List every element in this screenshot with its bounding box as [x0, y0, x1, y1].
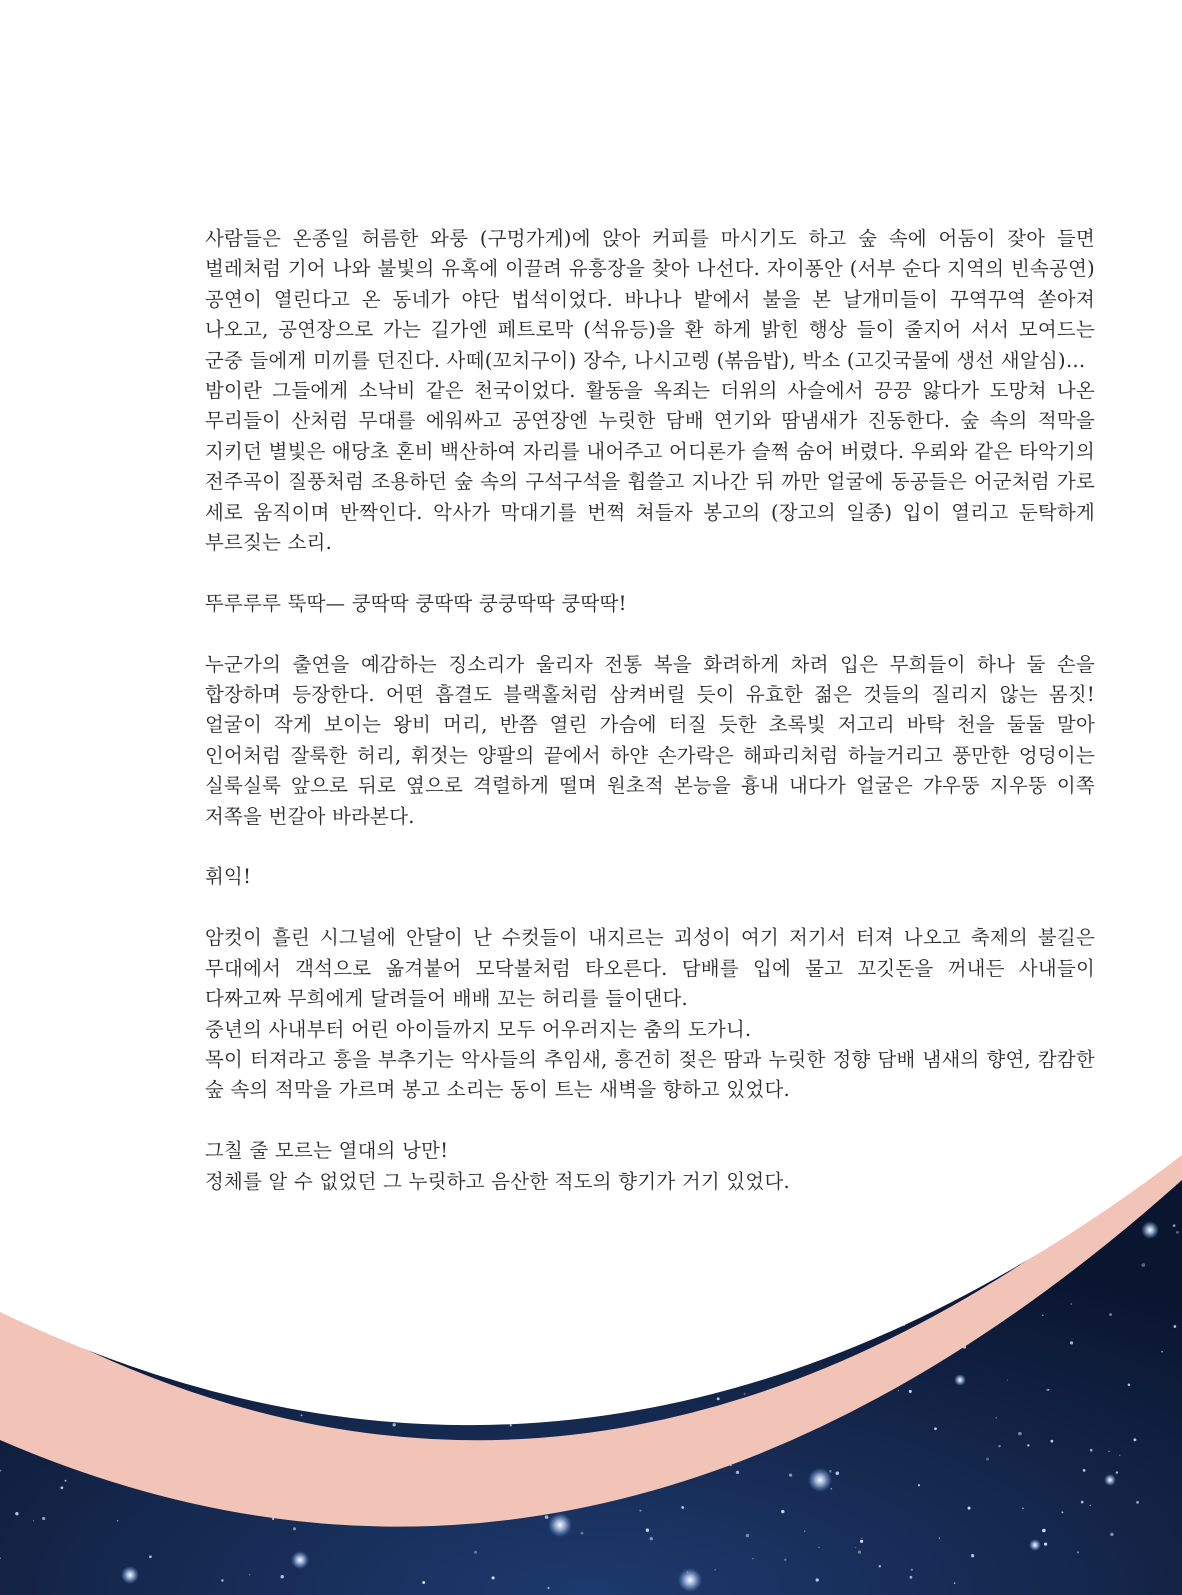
- star: [281, 1575, 284, 1578]
- star: [1109, 1313, 1112, 1316]
- star: [746, 1534, 749, 1537]
- star: [717, 1397, 720, 1400]
- bright-star: [678, 1568, 702, 1592]
- star: [510, 1424, 512, 1426]
- star: [15, 1512, 18, 1515]
- star: [909, 1576, 912, 1579]
- paragraph-gap: [205, 1106, 1095, 1136]
- star: [1161, 1351, 1163, 1353]
- star: [65, 1480, 67, 1482]
- paragraph: 휘익!: [205, 865, 252, 889]
- star: [752, 1558, 753, 1559]
- star: [879, 1565, 881, 1567]
- star: [898, 1390, 899, 1391]
- star: [918, 1484, 920, 1486]
- star: [33, 1520, 34, 1521]
- star: [954, 1582, 955, 1583]
- paragraph: 뚜루루루 뚝딱— 쿵딱딱 쿵딱딱 쿵쿵딱딱 쿵딱딱!: [205, 591, 627, 615]
- star: [1090, 1449, 1093, 1452]
- star: [547, 1587, 549, 1589]
- star: [149, 1555, 152, 1558]
- paragraph: 누군가의 출연을 예감하는 징소리가 울리자 전통 복을 화려하게 차려 입은 무희들이 하나 둘 손을 합장하며 등장한다. 어떤 흡결도 블랙홀처럼 삼켜버릴 듯이 유효한 젊은 것들의 질리지 않는 몸짓! 얼굴이 작게 보이는 왕비 머리, 반쯤 열린 가슴에 터질 듯한 초록빛 저고리 바탁 천을 둘둘 말아 인어처럼 잘룩한 허리, 휘젓는 양팔의 끝에서 하얀 손가락은 해파리처럼 하늘거리고 풍만한 엉덩이는 실룩실룩 앞으로 뒤로 옆으로 격렬하게 떨며 원초적 본능을 흉내 내다가 얼굴은 갸우뚱 지우뚱 이쪽 저쪽을 번갈아 바라본다.: [205, 652, 1095, 828]
- star: [998, 1445, 1000, 1447]
- star: [221, 1579, 223, 1581]
- star: [855, 1547, 856, 1548]
- star: [816, 1578, 819, 1581]
- star: [789, 1474, 792, 1477]
- star: [301, 1414, 303, 1416]
- star: [911, 1569, 913, 1571]
- star: [42, 1517, 45, 1520]
- paragraph-gap: [205, 619, 1095, 649]
- bright-star: [1104, 1474, 1116, 1486]
- star: [60, 1486, 63, 1489]
- star: [1090, 1505, 1091, 1506]
- star: [861, 1538, 862, 1539]
- star: [1047, 1389, 1049, 1391]
- star: [1081, 1501, 1084, 1504]
- star: [986, 1458, 989, 1461]
- star: [860, 1540, 863, 1543]
- paragraph-gap: [205, 893, 1095, 923]
- essay-text: [205, 224, 1095, 1197]
- star: [650, 1537, 653, 1540]
- star: [971, 1554, 974, 1557]
- bright-star: [548, 1513, 572, 1537]
- star: [1027, 1444, 1029, 1446]
- star: [272, 1518, 274, 1520]
- star: [1042, 1529, 1046, 1533]
- star: [1042, 1314, 1044, 1316]
- star: [1128, 1383, 1131, 1386]
- star: [858, 1550, 861, 1553]
- star: [730, 1465, 731, 1466]
- star: [581, 1532, 584, 1535]
- star: [939, 1537, 940, 1538]
- star: [681, 1506, 684, 1509]
- star: [117, 1520, 119, 1522]
- star: [1070, 1341, 1073, 1344]
- star: [1142, 1263, 1146, 1267]
- star: [909, 1390, 912, 1393]
- bright-star: [808, 1468, 832, 1492]
- paragraph: 밤이란 그들에게 소낙비 같은 천국이었다. 활동을 옥죄는 더위의 사슬에서 끙끙 앓다가 도망쳐 나온 무리들이 산처럼 무대를 에워싸고 공연장엔 누릿한 담배 연기와 땀냄새가 진동한다. 숲 속의 적막을 지키던 별빛은 애당초 혼비 백산하여 자리를 내어주고 어디론가 슬쩍 숨어 버렸다. 우뢰와 같은 타악기의 전주곡이 질풍처럼 조용하던 숲 속의 구석구석을 휩쓸고 지나간 뒤 까만 얼굴에 동공들은 어군처럼 가로 세로 움직이며 반짝인다. 악사가 막대기를 번쩍 쳐들자 봉고의 (장고의 일종) 입이 열리고 둔탁하게 부르짖는 소리.: [205, 379, 1095, 555]
- star: [249, 1574, 250, 1575]
- bright-star: [291, 1551, 309, 1569]
- star: [1176, 1231, 1179, 1234]
- star: [1108, 1451, 1109, 1452]
- star: [1022, 1507, 1024, 1509]
- star: [492, 1576, 495, 1579]
- star: [1174, 1325, 1177, 1328]
- star: [784, 1559, 786, 1561]
- star: [646, 1529, 649, 1532]
- paragraph: 그칠 줄 모르는 열대의 낭만!: [205, 1139, 449, 1163]
- star: [836, 1471, 839, 1474]
- paragraph: 중년의 사내부터 어린 아이들까지 모두 어우러지는 춤의 도가니.: [205, 1017, 752, 1041]
- star: [545, 1515, 549, 1519]
- paragraph: 암컷이 흘린 시그널에 안달이 난 수컷들이 내지르는 괴성이 여기 저기서 터져 나오고 축제의 불길은 무대에서 객석으로 옮겨붙어 모닥불처럼 타오른다. 담배를 입에 물고 꼬깃돈을 꺼내든 사내들이 다짜고짜 무희에게 달려들어 배배 꼬는 허리를 들이댄다.: [205, 926, 1095, 1011]
- bright-star: [954, 1374, 966, 1386]
- star: [1070, 1303, 1072, 1305]
- star: [996, 1417, 997, 1418]
- star: [1173, 1224, 1176, 1227]
- star: [393, 1423, 396, 1426]
- bright-star: [1141, 1221, 1159, 1239]
- star: [422, 1581, 425, 1584]
- star: [1007, 1380, 1008, 1381]
- star: [818, 1547, 819, 1548]
- star: [1083, 1469, 1086, 1472]
- paragraph-gap: [205, 558, 1095, 588]
- paragraph-gap: [205, 832, 1095, 862]
- star: [1119, 1455, 1120, 1456]
- star: [1133, 1438, 1136, 1441]
- star: [1136, 1501, 1139, 1504]
- star: [639, 1510, 641, 1512]
- star: [804, 1530, 805, 1531]
- star: [1018, 1432, 1022, 1436]
- star: [293, 1527, 296, 1530]
- star: [829, 1470, 832, 1473]
- star: [1077, 1551, 1079, 1553]
- star: [830, 1488, 832, 1490]
- bright-star: [1029, 1539, 1041, 1551]
- bright-star: [121, 1566, 139, 1584]
- star: [1116, 1471, 1118, 1473]
- star: [736, 1471, 739, 1474]
- star: [1051, 1440, 1054, 1443]
- paragraph: 정체를 알 수 없었던 그 누릿하고 음산한 적도의 향기가 거기 있었다.: [205, 1169, 790, 1193]
- star: [934, 1427, 937, 1430]
- star: [968, 1507, 971, 1510]
- star: [714, 1569, 716, 1571]
- star: [781, 1510, 784, 1513]
- star: [1046, 1389, 1047, 1390]
- star: [1044, 1542, 1047, 1545]
- star: [1110, 1533, 1113, 1536]
- star: [1061, 1511, 1063, 1513]
- star: [474, 1551, 477, 1554]
- paragraph: 목이 터져라고 흥을 부추기는 악사들의 추임새, 흥건히 젖은 땀과 누릿한 정향 담배 냄새의 향연, 캄캄한 숲 속의 적막을 가르며 봉고 소리는 동이 트는 새벽을 향하고 있었다.: [205, 1047, 1095, 1102]
- star: [744, 1393, 746, 1395]
- paragraph: 사람들은 온종일 허름한 와룽 (구멍가게)에 앉아 커피를 마시기도 하고 숲 속에 어둠이 잦아 들면 벌레처럼 기어 나와 불빛의 유혹에 이끌려 유흥장을 찾아 나선다. 자이퐁안 (서부 순다 지역의 빈속공연) 공연이 열린다고 온 동네가 야단 법석이었다. 바나나 밭에서 불을 본 날개미들이 꾸역꾸역 쏟아져 나오고, 공연장으로 가는 길가엔 페트로막 (석유등)을 환 하게 밝힌 행상 들이 줄지어 서서 모여드는 군중 들에게 미끼를 던진다. 사떼(꼬치구이) 장수, 나시고렝 (볶음밥), 박소 (고깃국물에 생선 새알심)…: [205, 227, 1095, 372]
